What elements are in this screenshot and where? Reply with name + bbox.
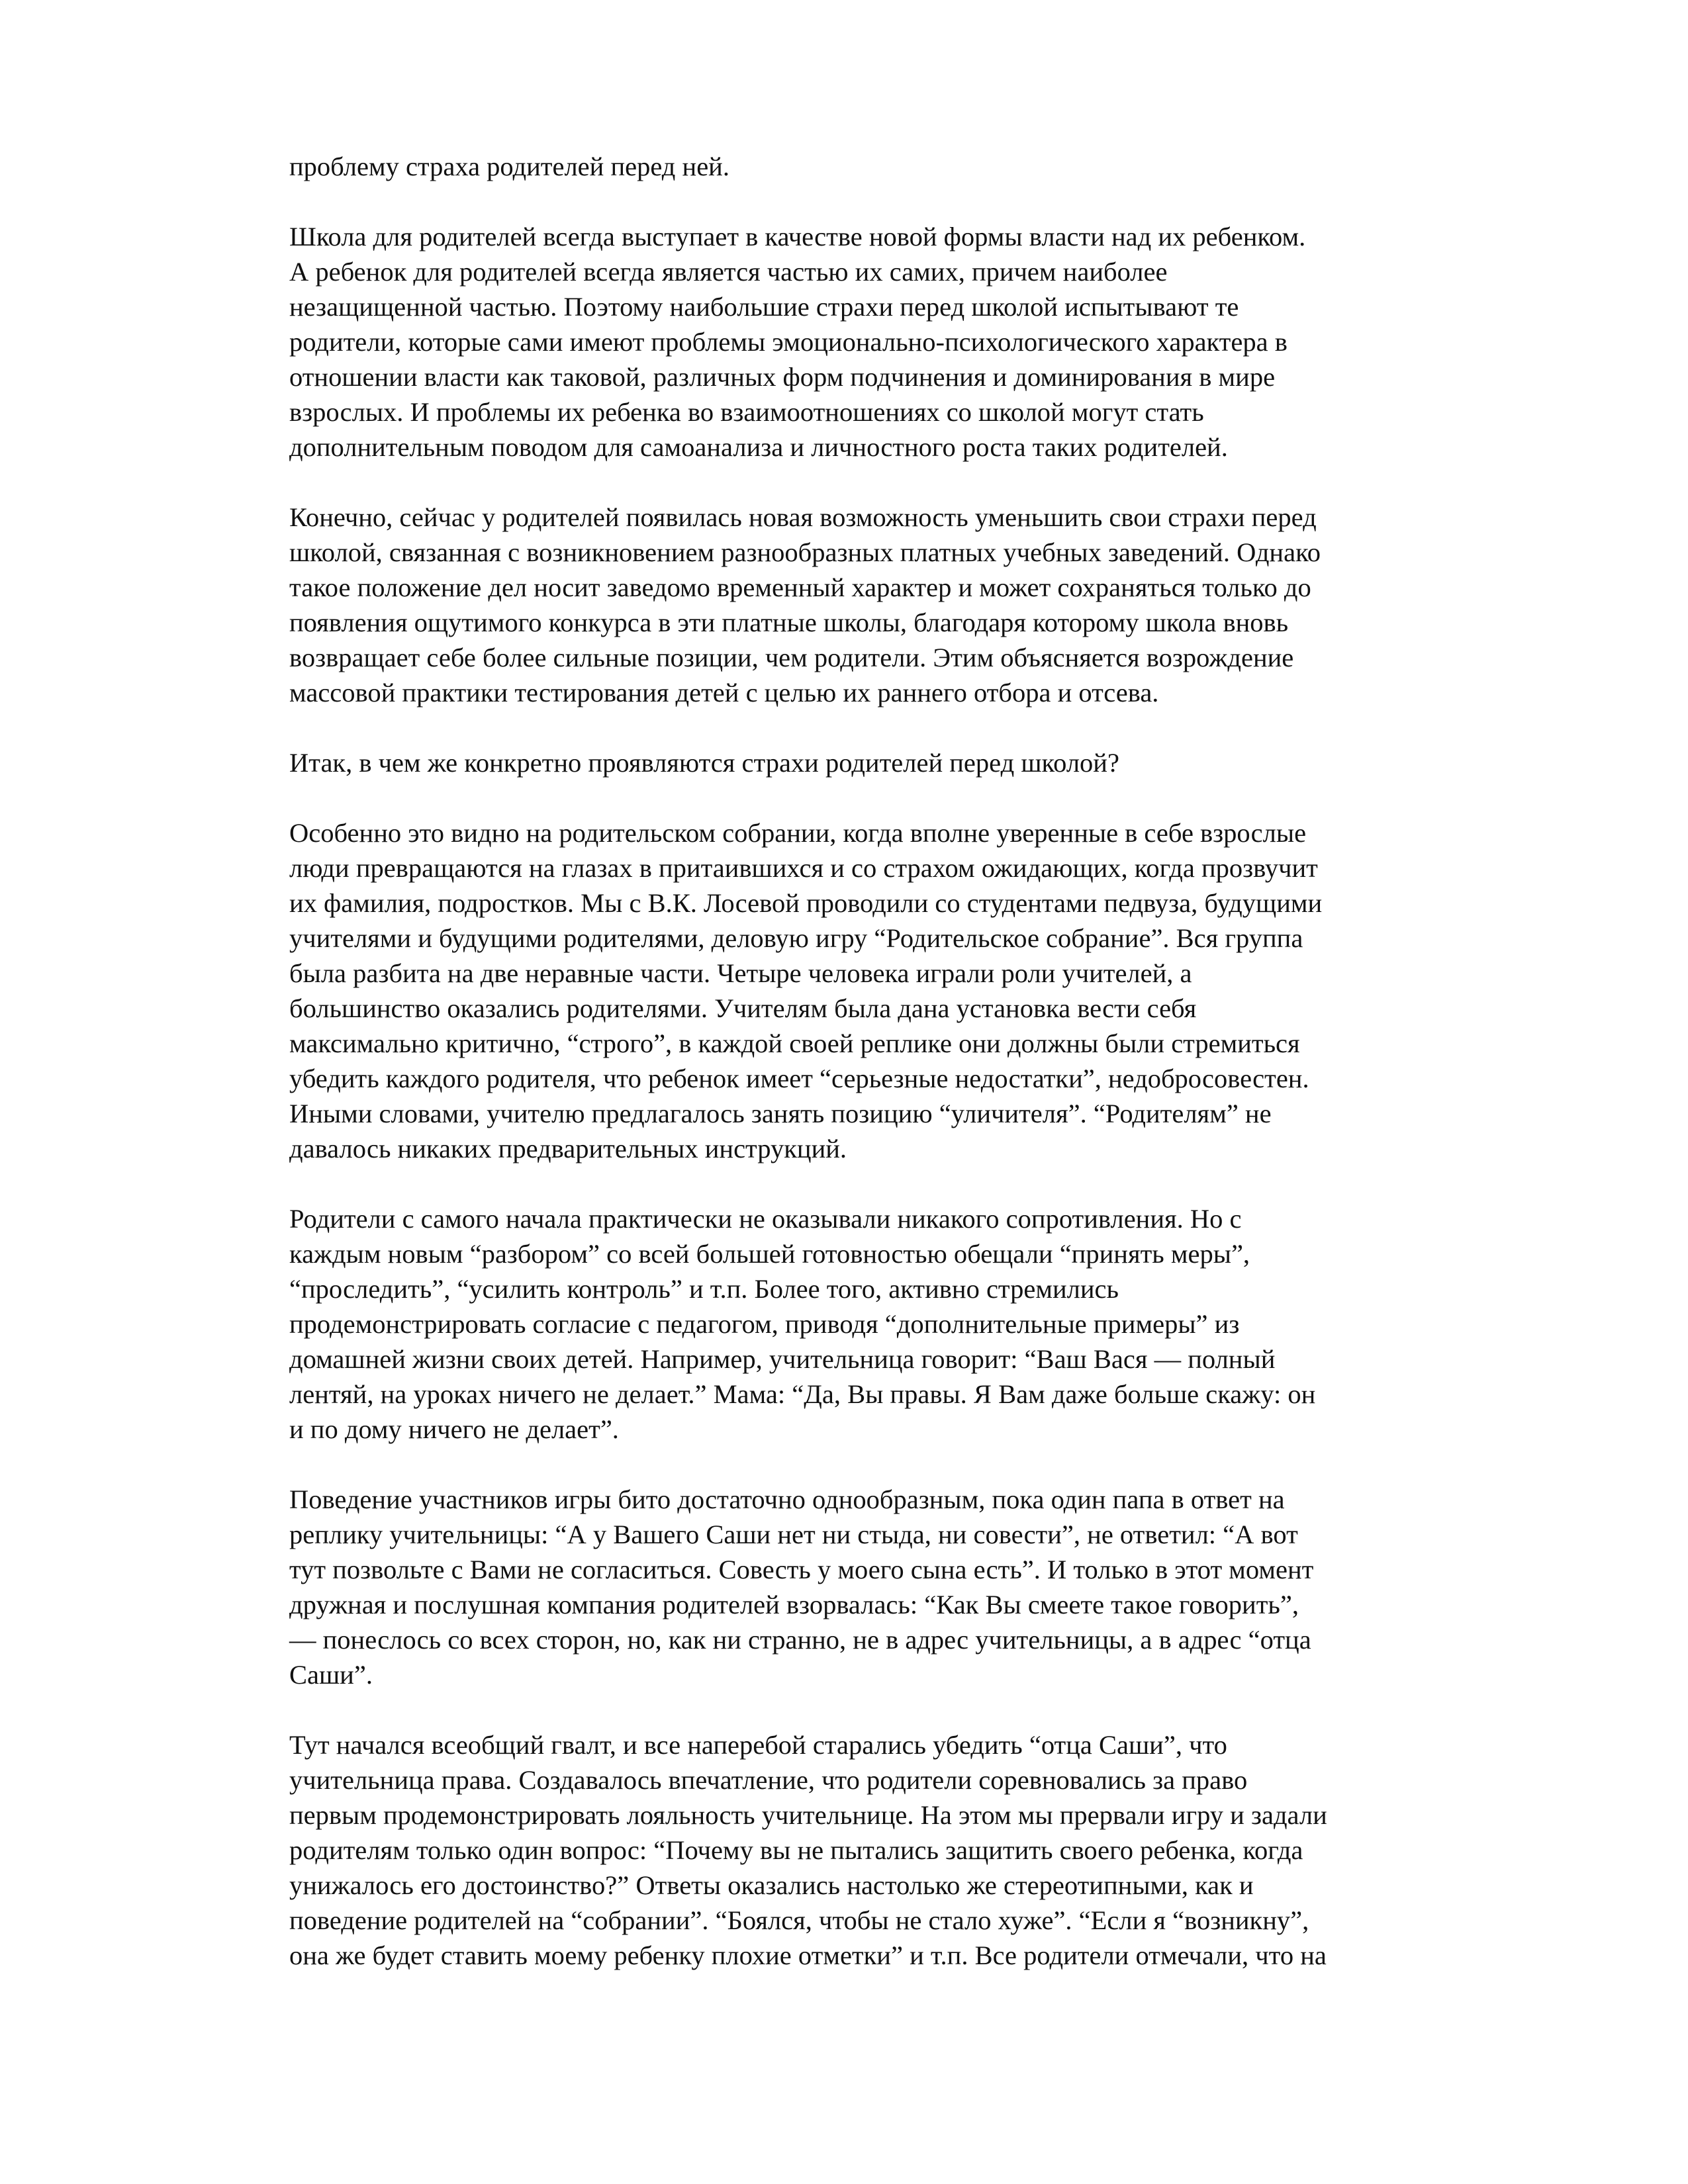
text-line: дополнительным поводом для самоанализа и личностного роста таких родителей. <box>289 432 1228 462</box>
text-line: она же будет ставить моему ребенку плохие отметки” и т.п. Все родители отмечали, что на <box>289 1940 1327 1970</box>
text-line: учительница права. Создавалось впечатление, что родители соревновались за право <box>289 1765 1248 1795</box>
text-line: школой, связанная с возникновением разнообразных платных учебных заведений. Однако <box>289 537 1321 567</box>
text-line: учителями и будущими родителями, деловую игру “Родительское собрание”. Вся группа <box>289 923 1303 953</box>
text-line: Конечно, сейчас у родителей появилась новая возможность уменьшить свои страхи перед <box>289 502 1317 532</box>
paragraph <box>289 149 1474 184</box>
text-line: дружная и послушная компания родителей взорвалась: “Как Вы смеете такое говорить”, <box>289 1590 1299 1619</box>
text-line: унижалось его достоинство?” Ответы оказались настолько же стереотипными, как и <box>289 1870 1254 1900</box>
text-line: массовой практики тестирования детей с целью их раннего отбора и отсева. <box>289 678 1159 707</box>
text-line: домашней жизни своих детей. Например, учительница говорит: “Ваш Вася — полный <box>289 1344 1276 1374</box>
text-line: появления ощутимого конкурса в эти платные школы, благодаря которому школа вновь <box>289 608 1289 637</box>
text-line: тут позвольте с Вами не согласиться. Совесть у моего сына есть”. И только в этот момент <box>289 1555 1314 1584</box>
paragraph <box>289 1482 1474 1692</box>
paragraph <box>289 745 1474 780</box>
text-line: лентяй, на уроках ничего не делает.” Мама: “Да, Вы правы. Я Вам даже больше скажу: он <box>289 1379 1316 1409</box>
text-line: Иными словами, учителю предлагалось занять позицию “уличителя”. “Родителям” не <box>289 1099 1272 1128</box>
text-line: убедить каждого родителя, что ребенок имеет “серьезные недостатки”, недобросовестен. <box>289 1064 1309 1093</box>
text-line: реплику учительницы: “А у Вашего Саши нет ни стыда, ни совести”, не ответил: “А вот <box>289 1520 1298 1549</box>
paragraph <box>289 815 1474 1166</box>
text-line: давалось никаких предварительных инструкций. <box>289 1134 847 1163</box>
text-line: и по дому ничего не делает”. <box>289 1414 619 1444</box>
text-line: Родители с самого начала практически не оказывали никакого сопротивления. Но с <box>289 1204 1242 1234</box>
text-line: Школа для родителей всегда выступает в качестве новой формы власти над их ребенком. <box>289 222 1306 251</box>
text-line: поведение родителей на “собрании”. “Боялся, чтобы не стало хуже”. “Если я “возникну”, <box>289 1905 1309 1935</box>
text-line: Тут начался всеобщий гвалт, и все наперебой старались убедить “отца Саши”, что <box>289 1730 1227 1760</box>
text-line: максимально критично, “строго”, в каждой своей реплике они должны были стремиться <box>289 1028 1300 1058</box>
text-line: их фамилия, подростков. Мы с В.К. Лосевой проводили со студентами педвуза, будущими <box>289 888 1323 918</box>
text-line: Поведение участников игры бито достаточно однообразным, пока один папа в ответ на <box>289 1484 1285 1514</box>
text-line: родители, которые сами имеют проблемы эмоционально-психологического характера в <box>289 327 1288 357</box>
text-line: отношении власти как таковой, различных форм подчинения и доминирования в мире <box>289 362 1276 392</box>
text-line: продемонстрировать согласие с педагогом, приводя “дополнительные примеры” из <box>289 1309 1240 1339</box>
text-line: возвращает себе более сильные позиции, чем родители. Этим объясняется возрождение <box>289 643 1294 672</box>
text-line: родителям только один вопрос: “Почему вы не пытались защитить своего ребенка, когда <box>289 1835 1303 1865</box>
text-line: проблему страха родителей перед ней. <box>289 152 729 181</box>
text-line: люди превращаются на глазах в притаившихся и со страхом ожидающих, когда прозвучит <box>289 853 1318 883</box>
text-line: Особенно это видно на родительском собрании, когда вполне уверенные в себе взрослые <box>289 818 1307 848</box>
text-line: каждым новым “разбором” со всей большей готовностью обещали “принять меры”, <box>289 1239 1250 1269</box>
text-line: была разбита на две неравные части. Четыре человека играли роли учителей, а <box>289 958 1192 988</box>
text-line: взрослых. И проблемы их ребенка во взаимоотношениях со школой могут стать <box>289 397 1204 427</box>
document-page <box>289 149 1474 2008</box>
text-line: Итак, в чем же конкретно проявляются страхи родителей перед школой? <box>289 748 1119 778</box>
paragraph <box>289 1727 1474 1973</box>
text-line: А ребенок для родителей всегда является частью их самих, причем наиболее <box>289 257 1168 287</box>
paragraph <box>289 219 1474 465</box>
text-line: большинство оказались родителями. Учителям была дана установка вести себя <box>289 993 1197 1023</box>
text-line: незащищенной частью. Поэтому наибольшие страхи перед школой испытывают те <box>289 292 1239 322</box>
text-line: первым продемонстрировать лояльность учительнице. На этом мы прервали игру и задали <box>289 1800 1327 1830</box>
paragraph <box>289 500 1474 710</box>
text-line: такое положение дел носит заведомо временный характер и может сохраняться только до <box>289 572 1311 602</box>
text-line: Саши”. <box>289 1660 373 1690</box>
text-line: — понеслось со всех сторон, но, как ни странно, не в адрес учительницы, а в адрес “отца <box>289 1625 1311 1655</box>
text-line: “проследить”, “усилить контроль” и т.п. Более того, активно стремились <box>289 1274 1119 1304</box>
paragraph <box>289 1201 1474 1447</box>
